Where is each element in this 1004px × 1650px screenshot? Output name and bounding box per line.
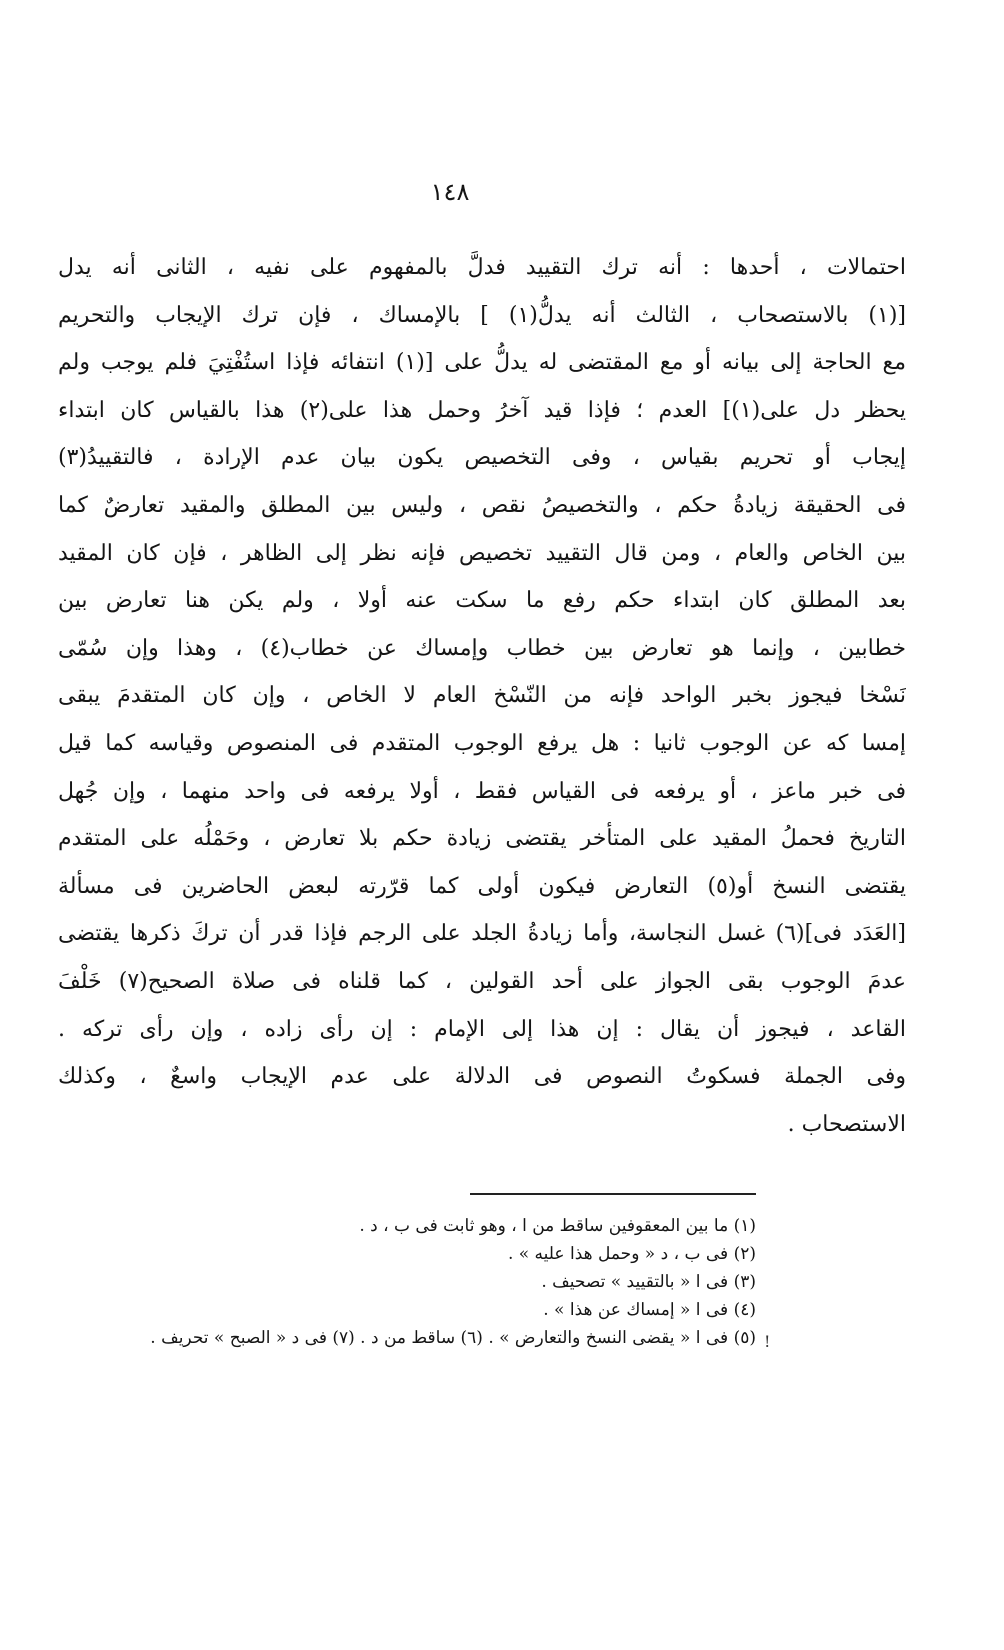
text-line: احتمالات ، أحدها : أنه ترك التقييد فدلَّ بالمفهوم على نفيه ، الثانى أنه يدل: [58, 255, 906, 280]
text-line: إمسا كه عن الوجوب ثانيا : هل يرفع الوجوب المتقدم فى المنصوص وقياسه كما قيل: [58, 730, 906, 756]
footnote: (١) ما بين المعقوفين ساقط من ا ، وهو ثابت فى ب ، د .: [359, 1216, 756, 1236]
text-line: مع الحاجة إلى بيانه أو مع المقتضى له يدلُّ على [(١) انتفائه فإذا استُفْتِيَ فلم يوجب ولم: [58, 350, 906, 376]
footnote: (٢) فى ب ، د « وحمل هذا عليه » .: [507, 1244, 756, 1264]
text-line: فى الحقيقة زيادةُ حكم ، والتخصيصُ نقص ، وليس بين المطلق والمقيد تعارضٌ كما: [58, 492, 906, 518]
footnote: (٣) فى ا « بالتقييد » تصحيف .: [541, 1272, 756, 1292]
text-line: فى خبر ماعز ، أو يرفعه فى القياس فقط ، أولا يرفعه فى واحد منهما ، وإن جُهل: [58, 778, 906, 804]
margin-mark: !: [764, 1332, 771, 1351]
text-line: إيجاب أو تحريم بقياس ، وفى التخصيص يكون بيان عدم الإرادة ، فالتقييدُ(٣): [58, 445, 906, 471]
text-line: بين الخاص والعام ، ومن قال التقييد تخصيص فإنه نظر إلى الظاهر ، فإن كان المقيد: [58, 540, 906, 566]
footnotes: [96, 1212, 756, 1352]
text-line: وفى الجملة فسكوتُ النصوص فى الدلالة على عدم الإيجاب واسعٌ ، وكذلك: [58, 1064, 906, 1090]
text-line: التاريخ فحملُ المقيد على المتأخر يقتضى زيادة حكم بلا تعارض ، وحَمْلُه على المتقدم: [58, 826, 906, 852]
text-line: عدمَ الوجوب بقى الجواز على أحد القولين ، كما قلناه فى صلاة الصحيح(٧) خَلْفَ: [58, 968, 906, 994]
text-line: يقتضى النسخ أو(٥) التعارض فيكون أولى كما قرّرته لبعض الحاضرين فى مسألة: [58, 873, 906, 899]
footnote-divider: [470, 1193, 756, 1195]
body-text: [58, 244, 906, 1148]
text-line: القاعد ، فيجوز أن يقال : إن هذا إلى الإمام : إن رأى زاده ، وإن رأى تركه .: [58, 1016, 906, 1042]
footnote: (٤) فى ا « إمساك عن هذا » .: [543, 1300, 756, 1320]
text-line: [العَدَد فى](٦) غسل النجاسة، وأما زيادةُ الجلد على الرجم فإذا قدر أن تركَ ذكرها يقتضى: [58, 921, 906, 947]
text-line: نَسْخا فيجوز بخبر الواحد فإنه من النّسْخ العام لا الخاص ، وإن كان المتقدمَ يبقى: [58, 683, 906, 709]
page-number: ١٤٨: [430, 178, 470, 206]
text-line: الاستصحاب .: [787, 1111, 906, 1137]
text-line: خطابين ، وإنما هو تعارض بين خطاب وإمساك عن خطاب(٤) ، وهذا وإن سُمّى: [58, 635, 906, 661]
footnote: (٥) فى ا « يقضى النسخ والتعارض » . (٦) ساقط من د . (٧) فى د « الصبح » تحريف .: [150, 1328, 756, 1348]
text-line: [(١) بالاستصحاب ، الثالث أنه يدلُّ(١) ] بالإمساك ، فإن ترك الإيجاب والتحريم: [58, 302, 906, 328]
text-line: بعد المطلق كان ابتداء حكم رفع ما سكت عنه أولا ، ولم يكن هنا تعارض بين: [58, 588, 906, 614]
text-line: يحظر دل على(١)] العدم ؛ فإذا قيد آخرُ وحمل هذا على(٢) هذا بالقياس كان ابتداء: [58, 397, 906, 423]
